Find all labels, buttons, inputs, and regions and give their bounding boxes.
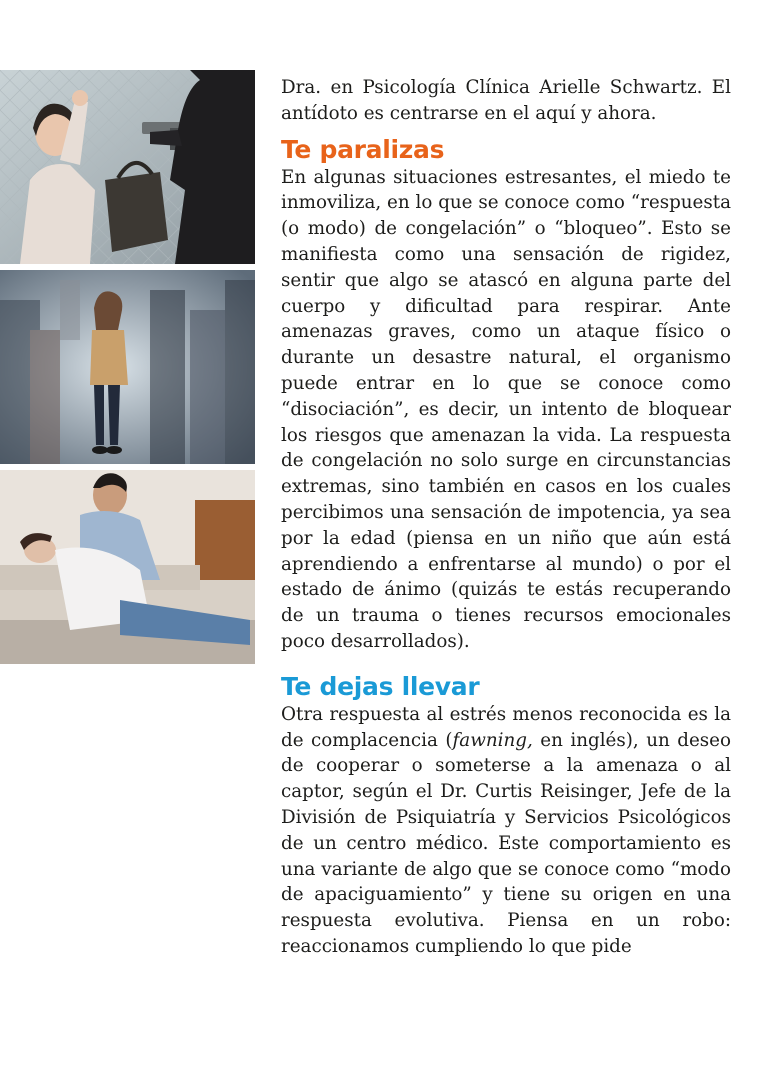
italic-term: fawning, xyxy=(452,729,533,751)
photo-fainting xyxy=(0,470,255,664)
section-body-paralizas: En algunas situaciones estresantes, el miedo te inmoviliza, en lo que se conoce como “respuesta (o modo) de congelación” o “bloqueo”. Esto se manifiesta como una sensación de rigidez, sentir que algo se atascó en alguna parte del cuerpo y dificultad para respirar. Ante amenazas graves, como un ataque físico o durante un desastre natural, el organismo puede entrar en lo que se conoce como “disociación”, es decir, un intento de bloquear los riesgos que amenazan la vida. La respuesta de congelación no solo surge en circunstancias extremas, sino también en casos en los cuales percibimos una sensación de impotencia, ya sea por la edad (piensa en un niño que aún está aprendiendo a enfrentarse al mundo) o por el estado de ánimo (quizás te estás recuperando de un trauma o tienes recursos emocionales poco desarrollados). xyxy=(281,166,731,652)
body-text-part: en inglés), un deseo de cooperar o someterse a la amenaza o al captor, según el Dr. Curtis Reisinger, Jefe de la División de Psiquiatría y Servicios Psicológicos de un centro médico. Este comportamiento es una variante de algo que se conoce como “modo de apaciguamiento” y tiene su origen en una respuesta evolutiva. Piensa en un robo: reaccionamos cumpliendo lo que pide xyxy=(281,729,731,957)
photo-crowd xyxy=(0,270,255,464)
section-heading-paralizas: Te paralizas xyxy=(281,134,445,164)
photo-column xyxy=(0,70,255,664)
section-body-dejas-llevar xyxy=(281,702,731,960)
section-heading-dejas-llevar: Te dejas llevar xyxy=(281,671,480,701)
intro-paragraph: Dra. en Psicología Clínica Arielle Schwartz. El antídoto es centrarse en el aquí y ahora. xyxy=(281,77,731,124)
body-text-part: Otra respuesta al estrés menos reconocida es la de complacencia ( xyxy=(281,703,731,751)
article-column xyxy=(281,75,731,960)
photo-robbery xyxy=(0,70,255,264)
